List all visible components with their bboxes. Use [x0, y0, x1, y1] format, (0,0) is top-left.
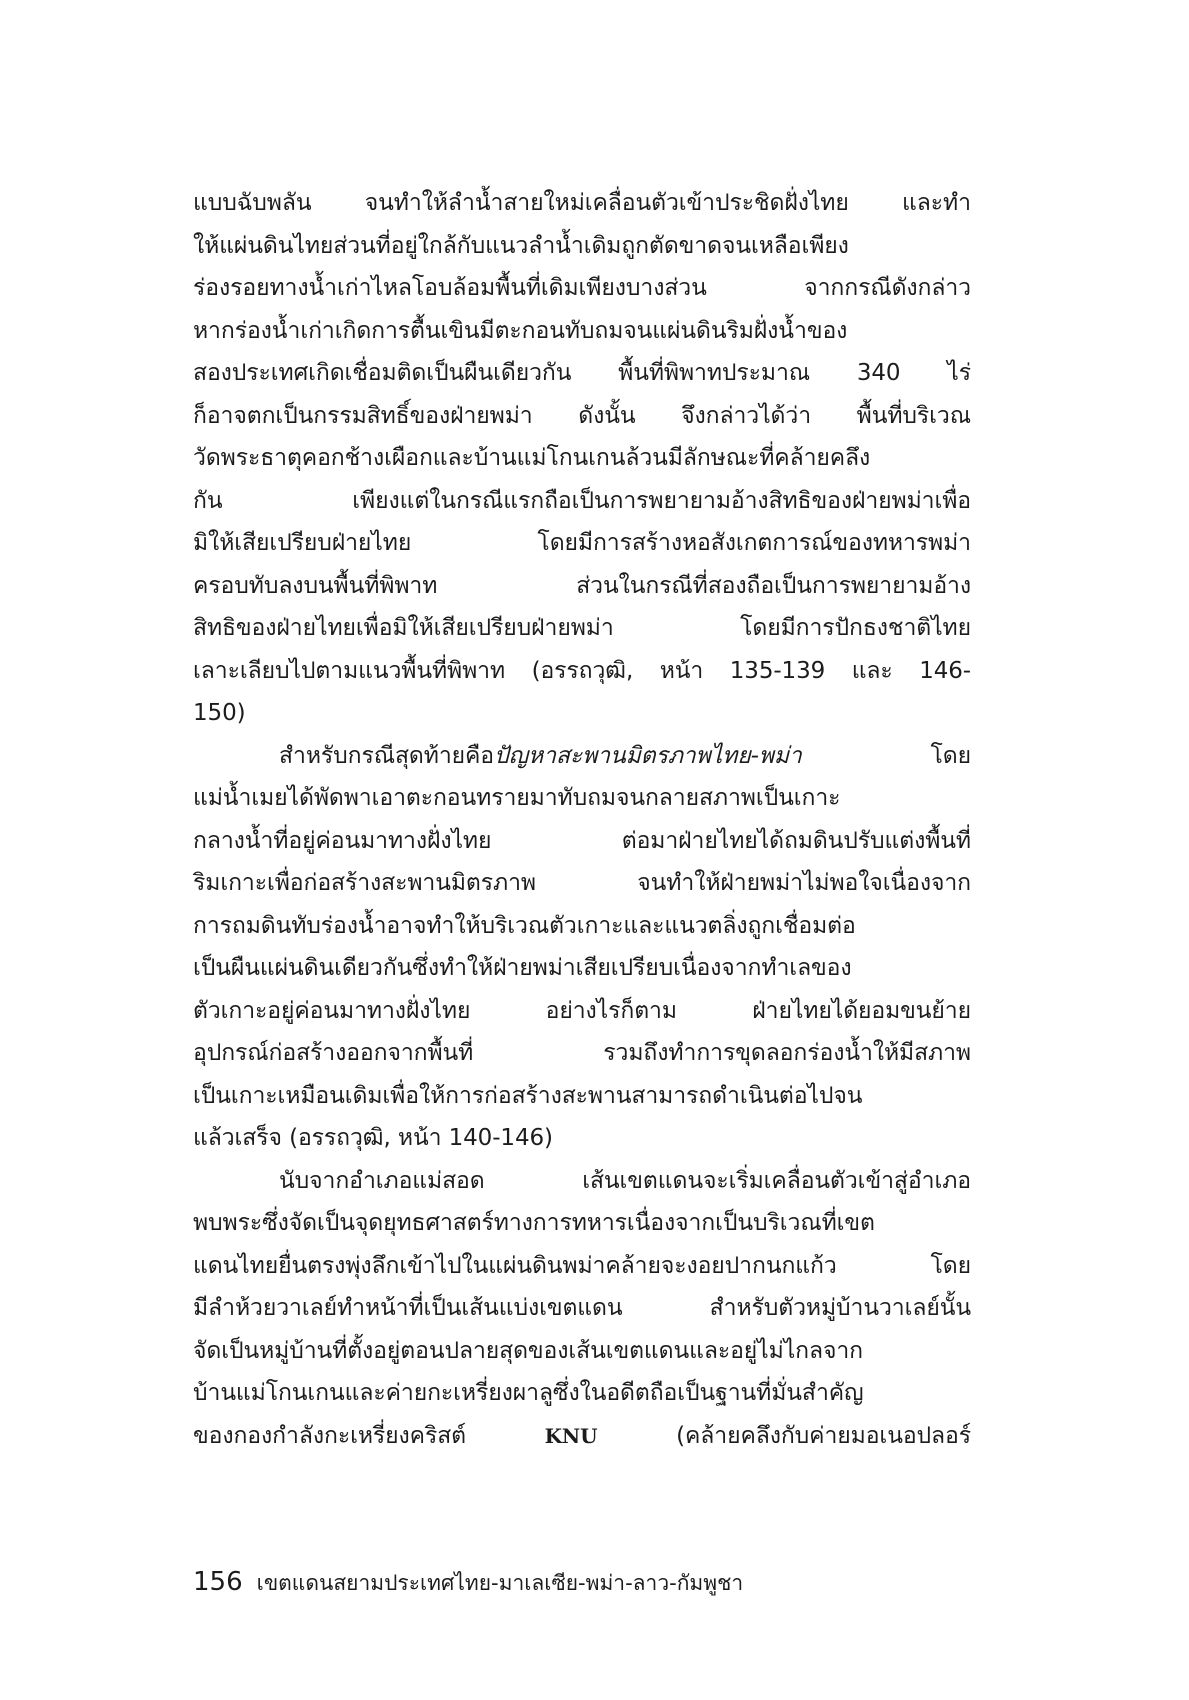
text-line-content: วัดพระธาตุคอกช้างเผือกและบ้านแม่โกนเกนล้วนมีลักษณะที่คล้ายคลึง: [193, 445, 871, 471]
text-line-content: เป็นผืนแผ่นดินเดียวกันซึ่งทำให้ฝ่ายพม่าเสียเปรียบเนื่องจากทำเลของ: [193, 955, 852, 981]
text-line: [193, 990, 971, 1033]
text-line-content: ครอบทับลงบนพื้นที่พิพาท ส่วนในกรณีที่สองถือเป็นการพยายามอ้าง: [193, 572, 971, 599]
text-line-content: แม่น้ำเมยได้พัดพาเอาตะกอนทรายมาทับถมจนกลายสภาพเป็นเกาะ: [193, 785, 841, 811]
text-line-content: พบพระซึ่งจัดเป็นจุดยุทธศาสตร์ทางการทหารเนื่องจากเป็นบริเวณที่เขต: [193, 1210, 875, 1236]
text-line: [193, 735, 971, 778]
text-line: [193, 820, 971, 863]
page-number: 156: [193, 1567, 243, 1597]
text-line: [193, 692, 971, 735]
text-line: [193, 395, 971, 438]
text-line: [193, 1160, 971, 1203]
text-line-tail: โดย: [801, 742, 971, 769]
text-line-content: เลาะเลียบไปตามแนวพื้นที่พิพาท (อรรถวุฒิ, หน้า 135-139 และ 146-: [193, 657, 971, 684]
text-line-content: ตัวเกาะอยู่ค่อนมาทางฝั่งไทย อย่างไรก็ตาม ฝ่ายไทยได้ยอมขนย้าย: [193, 997, 971, 1024]
text-line: [193, 1287, 971, 1330]
text-line: [193, 1245, 971, 1288]
text-line-content: สิทธิของฝ่ายไทยเพื่อมิให้เสียเปรียบฝ่ายพม่า โดยมีการปักธงชาติไทย: [193, 615, 971, 641]
text-line: [193, 1330, 971, 1373]
text-line-content: การถมดินทับร่องน้ำอาจทำให้บริเวณตัวเกาะและแนวตลิ่งถูกเชื่อมต่อ: [193, 912, 856, 939]
emphasized-title: ปัญหาสะพานมิตรภาพไทย-พม่า: [494, 742, 802, 769]
text-line-content: นับจากอำเภอแม่สอด เส้นเขตแดนจะเริ่มเคลื่อนตัวเข้าสู่อำเภอ: [279, 1167, 971, 1194]
text-line: [193, 862, 971, 905]
text-line-content: มิให้เสียเปรียบฝ่ายไทย โดยมีการสร้างหอสังเกตการณ์ของทหารพม่า: [193, 530, 971, 556]
text-line: [193, 225, 971, 268]
text-line: [193, 607, 971, 650]
text-line-content: ก็อาจตกเป็นกรรมสิทธิ์ของฝ่ายพม่า ดังนั้น จึงกล่าวได้ว่า พื้นที่บริเวณ: [193, 402, 971, 429]
text-line-content: แล้วเสร็จ (อรรถวุฒิ, หน้า 140-146): [193, 1125, 553, 1151]
text-line: [193, 1117, 971, 1160]
text-line-content: ร่องรอยทางน้ำเก่าไหลโอบล้อมพื้นที่เดิมเพียงบางส่วน จากกรณีดังกล่าว: [193, 275, 971, 301]
text-line: [193, 480, 971, 523]
text-line: [193, 1415, 971, 1458]
text-line-content: มีลำห้วยวาเลย์ทำหน้าที่เป็นเส้นแบ่งเขตแดน สำหรับตัวหมู่บ้านวาเลย์นั้น: [193, 1295, 971, 1321]
text-line: [193, 182, 971, 225]
text-line-content: ของกองกำลังกะเหรี่ยงคริสต์: [193, 1422, 545, 1449]
text-line: [193, 1075, 971, 1118]
text-line-content: แดนไทยยื่นตรงพุ่งลึกเข้าไปในแผ่นดินพม่าคล้ายจะงอยปากนกแก้ว โดย: [193, 1252, 971, 1279]
text-line: [193, 1202, 971, 1245]
acronym-text: KNU: [544, 1423, 598, 1448]
text-line: [193, 905, 971, 948]
text-line: [193, 650, 971, 693]
text-line: [193, 777, 971, 820]
text-line-content: 150): [193, 700, 246, 726]
text-line: [193, 1372, 971, 1415]
text-line-content: กลางน้ำที่อยู่ค่อนมาทางฝั่งไทย ต่อมาฝ่ายไทยได้ถมดินปรับแต่งพื้นที่: [193, 827, 971, 854]
text-line: [193, 352, 971, 395]
page-footer: [193, 1562, 743, 1602]
text-line-content: ให้แผ่นดินไทยส่วนที่อยู่ใกล้กับแนวลำน้ำเดิมถูกตัดขาดจนเหลือเพียง: [193, 232, 849, 259]
text-line: [193, 947, 971, 990]
text-line-content: สำหรับกรณีสุดท้ายคือ: [279, 742, 495, 769]
text-line: [193, 267, 971, 310]
text-line-content: จัดเป็นหมู่บ้านที่ตั้งอยู่ตอนปลายสุดของเส้นเขตแดนและอยู่ไม่ไกลจาก: [193, 1337, 863, 1364]
text-line-tail: (คล้ายคลึงกับค่ายมอเนอปลอร์: [597, 1422, 971, 1449]
text-line: [193, 310, 971, 353]
text-line-content: ริมเกาะเพื่อก่อสร้างสะพานมิตรภาพ จนทำให้ฝ่ายพม่าไม่พอใจเนื่องจาก: [193, 870, 971, 896]
text-line: [193, 565, 971, 608]
text-line-content: บ้านแม่โกนเกนและค่ายกะเหรี่ยงผาลูซึ่งในอดีตถือเป็นฐานที่มั่นสำคัญ: [193, 1380, 864, 1406]
body-text: [193, 182, 971, 1457]
text-line-content: หากร่องน้ำเก่าเกิดการตื้นเขินมีตะกอนทับถมจนแผ่นดินริมฝั่งน้ำของ: [193, 317, 848, 344]
text-line-content: กัน เพียงแต่ในกรณีแรกถือเป็นการพยายามอ้างสิทธิของฝ่ายพม่าเพื่อ: [193, 487, 971, 514]
text-line-content: อุปกรณ์ก่อสร้างออกจากพื้นที่ รวมถึงทำการขุดลอกร่องน้ำให้มีสภาพ: [193, 1040, 971, 1066]
text-line-content: แบบฉับพลัน จนทำให้ลำน้ำสายใหม่เคลื่อนตัวเข้าประชิดฝั่งไทย และทำ: [193, 190, 971, 216]
running-title: เขตแดนสยามประเทศไทย-มาเลเซีย-พม่า-ลาว-กัมพูชา: [256, 1571, 744, 1595]
text-line-content: เป็นเกาะเหมือนเดิมเพื่อให้การก่อสร้างสะพานสามารถดำเนินต่อไปจน: [193, 1082, 863, 1109]
text-line: [193, 522, 971, 565]
text-line: [193, 437, 971, 480]
text-line: [193, 1032, 971, 1075]
text-line-content: สองประเทศเกิดเชื่อมติดเป็นผืนเดียวกัน พื้นที่พิพาทประมาณ 340 ไร่: [193, 360, 971, 386]
